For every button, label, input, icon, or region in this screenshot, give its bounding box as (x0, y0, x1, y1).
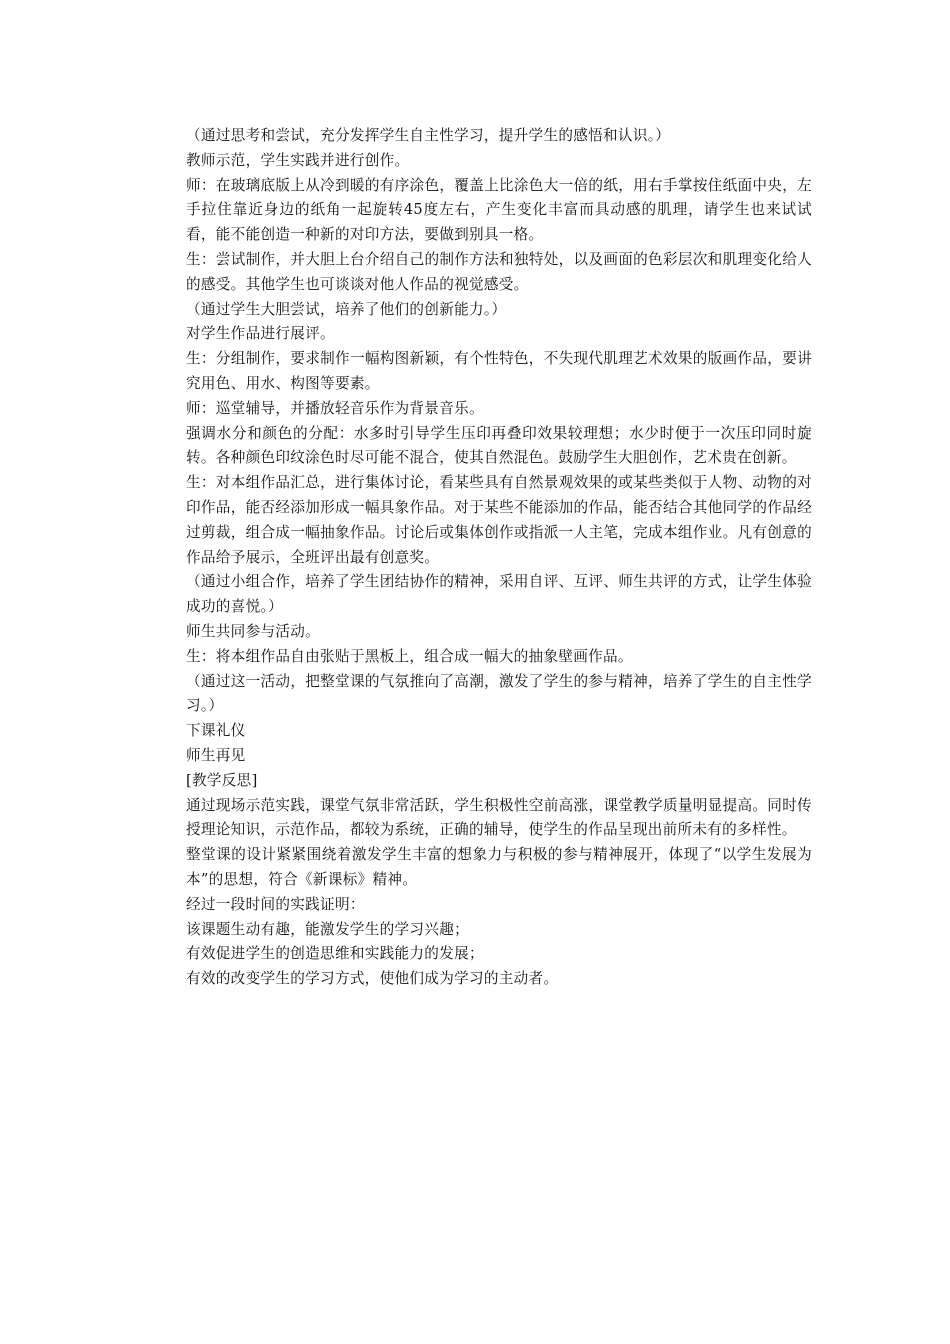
paragraph-class-etiquette: 下课礼仪 (186, 722, 246, 740)
paragraph-student-attempt: 生：尝试制作，并大胆上台介绍自己的制作方法和独特处，以及画面的色彩层次和肌理变化给人的感受。其他学生也可谈谈对他人作品的视觉感受。 (186, 250, 812, 293)
paragraph-group-work: 生：分组制作，要求制作一幅构图新颖，有个性特色，不失现代肌理艺术效果的版画作品，要讲究用色、用水、构图等要素。 (186, 350, 812, 392)
paragraph-water-color: 强调水分和颜色的分配：水多时引导学生压印再叠印效果较理想；水少时便于一次压印同时旋转。各种颜色印纹涂色时尽可能不混合，使其自然混色。鼓励学生大胆创作，艺术贵在创新。 (186, 424, 812, 467)
paragraph-reflection-1: （通过思考和尝试，充分发挥学生自主性学习，提升学生的感悟和认识。） (186, 127, 671, 144)
paragraph-teacher-instruction: 师：在玻璃底版上从冷到暖的有序涂色，覆盖上比涂色大一倍的纸，用右手掌按住纸面中央，左手拉住靠近身边的纸角一起旋转45度左右，产生变化丰富而具动感的肌理，请学生也来试试看，能不能创造一种新的对印方法，要做到别具一格。 (186, 176, 812, 244)
document-body (186, 124, 812, 992)
paragraph-proof-1: 该课题生动有趣，能激发学生的学习兴趣； (186, 920, 469, 938)
section-heading-reflection: [教学反思] (186, 771, 258, 789)
paragraph-reflection-3: （通过小组合作，培养了学生团结协作的精神，采用自评、互评、师生共评的方式，让学生体验成功的喜悦。） (186, 573, 812, 616)
paragraph-proof-3: 有效的改变学生的学习方式，使他们成为学习的主动者。 (186, 970, 559, 988)
paragraph-group-summary: 生：对本组作品汇总，进行集体讨论，看某些具有自然景观效果的或某些类似于人物、动物的对印作品，能否经添加形成一幅具象作品。对于某些不能添加的作品，能否结合其他同学的作品经过剪裁，组合成一幅抽象作品。讨论后或集体创作或指派一人主笔，完成本组作业。凡有创意的作品给予展示，全班评出最有创意奖。 (186, 474, 812, 566)
paragraph-reflection-body-1: 通过现场示范实践，课堂气氛非常活跃，学生积极性空前高涨，课堂教学质量明显提高。同时传授理论知识，示范作品，都较为系统，正确的辅导，使学生的作品呈现出前所未有的多样性。 (186, 796, 812, 839)
paragraph-proof-2: 有效促进学生的创造思维和实践能力的发展； (186, 945, 484, 963)
paragraph-joint-activity: 师生共同参与活动。 (186, 622, 321, 640)
paragraph-proof-intro: 经过一段时间的实践证明： (186, 895, 365, 913)
paragraph-reflection-body-2: 整堂课的设计紧紧围绕着激发学生丰富的想象力与积极的参与精神展开，体现了“以学生发展为本”的思想，符合《新课标》精神。 (186, 846, 812, 888)
paragraph-exhibition: 对学生作品进行展评。 (186, 325, 335, 343)
paragraph-teacher-guidance: 师：巡堂辅导，并播放轻音乐作为背景音乐。 (186, 399, 484, 417)
paragraph-reflection-2: （通过学生大胆尝试，培养了他们的创新能力。） (186, 300, 507, 318)
paragraph-mural: 生：将本组作品自由张贴于黑板上，组合成一幅大的抽象壁画作品。 (186, 647, 633, 665)
paragraph-reflection-4: （通过这一活动，把整堂课的气氛推向了高潮，激发了学生的参与精神，培养了学生的自主性学习。） (186, 672, 812, 715)
paragraph-goodbye: 师生再见 (186, 746, 246, 764)
paragraph-teacher-demo: 教师示范，学生实践并进行创作。 (186, 151, 410, 169)
